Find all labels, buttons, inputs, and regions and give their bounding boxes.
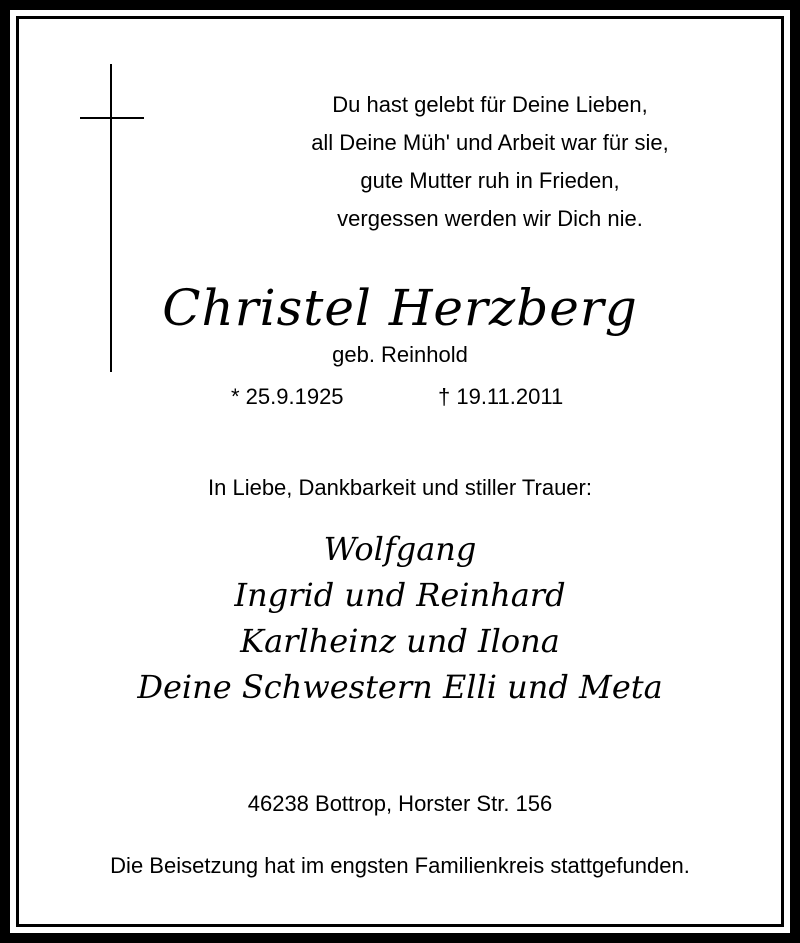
maiden-name: geb. Reinhold	[332, 342, 468, 367]
verse-line: vergessen werden wir Dich nie.	[337, 206, 643, 231]
mourners-list	[0, 526, 800, 710]
verse	[270, 86, 710, 238]
verse-line: gute Mutter ruh in Frieden,	[360, 168, 620, 193]
mourner-line: Karlheinz und Ilona	[240, 622, 560, 660]
death-date: † 19.11.2011	[438, 384, 564, 409]
funeral-note: Die Beisetzung hat im engsten Familienkreis stattgefunden.	[110, 853, 690, 878]
address: 46238 Bottrop, Horster Str. 156	[247, 791, 553, 816]
mourner-line: Deine Schwestern Elli und Meta	[137, 668, 663, 706]
deceased-name: Christel Herzberg	[162, 279, 638, 337]
verse-line: Du hast gelebt für Deine Lieben,	[332, 92, 648, 117]
verse-line: all Deine Müh' und Arbeit war für sie,	[311, 130, 669, 155]
mourner-line: Ingrid und Reinhard	[234, 576, 566, 614]
mourner-line: Wolfgang	[323, 530, 477, 568]
birth-date: * 25.9.1925	[231, 384, 344, 409]
mourning-intro: In Liebe, Dankbarkeit und stiller Trauer:	[208, 475, 592, 500]
